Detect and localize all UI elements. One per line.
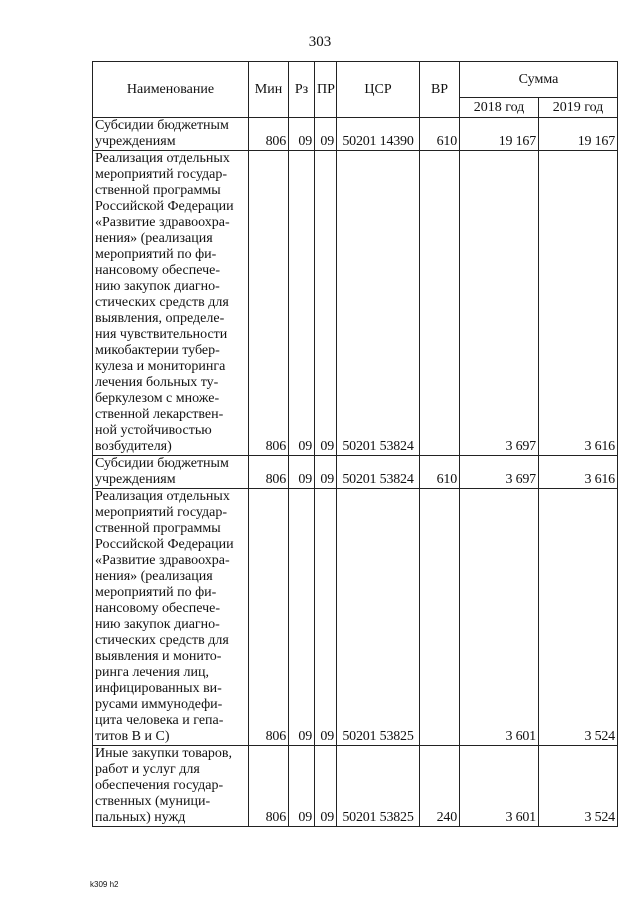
row-sum-2019: 3 524 xyxy=(539,746,618,827)
row-sum-2019: 3 616 xyxy=(539,151,618,456)
row-min: 806 xyxy=(249,489,289,746)
row-min: 806 xyxy=(249,151,289,456)
row-vr xyxy=(420,489,460,746)
row-vr xyxy=(420,151,460,456)
header-sum: Сумма xyxy=(460,62,618,98)
header-vr: ВР xyxy=(420,62,460,118)
row-vr: 610 xyxy=(420,456,460,489)
row-pr: 09 xyxy=(315,118,337,151)
row-rz: 09 xyxy=(289,489,315,746)
row-pr: 09 xyxy=(315,746,337,827)
row-sum-2019: 3 524 xyxy=(539,489,618,746)
table-row xyxy=(93,489,618,746)
table-row xyxy=(93,746,618,827)
row-min: 806 xyxy=(249,118,289,151)
row-name: Реализация отдельных мероприятий государ- ственной программы Российской Федерации «Развитие здравоохра- нения» (реализация мероприятий по фи- нансовому обеспече- нию закупок диагно- стических средств для выявления, определе- ния чувствительности микобактерии тубер- кулеза и мониторинга лечения больных ту- беркулезом с множе- ственной лекарствен- ной устойчивостью возбудителя) xyxy=(93,151,249,456)
row-sum-2019: 3 616 xyxy=(539,456,618,489)
row-name: Субсидии бюджетным учреждениям xyxy=(93,118,249,151)
row-name: Реализация отдельных мероприятий государ- ственной программы Российской Федерации «Развитие здравоохра- нения» (реализация мероприятий по фи- нансовому обеспече- нию закупок диагно- стических средств для выявления и монито- ринга лечения лиц, инфицированных ви- русами иммунодефи- цита человека и гепа- титов В и С) xyxy=(93,489,249,746)
row-csr: 50201 53825 xyxy=(337,746,420,827)
row-csr: 50201 53824 xyxy=(337,456,420,489)
row-rz: 09 xyxy=(289,151,315,456)
table-row xyxy=(93,118,618,151)
row-vr: 240 xyxy=(420,746,460,827)
row-pr: 09 xyxy=(315,489,337,746)
table-row xyxy=(93,151,618,456)
page-number: 303 xyxy=(308,34,332,50)
row-sum-2018: 3 601 xyxy=(460,489,539,746)
row-name: Иные закупки товаров, работ и услуг для обеспечения государ- ственных (муници- пальных) нужд xyxy=(93,746,249,827)
table-row xyxy=(93,456,618,489)
row-sum-2018: 3 697 xyxy=(460,456,539,489)
row-min: 806 xyxy=(249,746,289,827)
header-year-2018: 2018 год xyxy=(460,98,539,118)
row-csr: 50201 53825 xyxy=(337,489,420,746)
header-name: Наименование xyxy=(93,62,249,118)
header-min: Мин xyxy=(249,62,289,118)
row-sum-2019: 19 167 xyxy=(539,118,618,151)
header-pr: ПР xyxy=(315,62,337,118)
row-pr: 09 xyxy=(315,151,337,456)
header-year-2019: 2019 год xyxy=(539,98,618,118)
row-sum-2018: 3 601 xyxy=(460,746,539,827)
header-rz: Рз xyxy=(289,62,315,118)
row-rz: 09 xyxy=(289,746,315,827)
row-sum-2018: 3 697 xyxy=(460,151,539,456)
row-name: Субсидии бюджетным учреждениям xyxy=(93,456,249,489)
budget-table xyxy=(92,61,618,827)
row-csr: 50201 53824 xyxy=(337,151,420,456)
row-pr: 09 xyxy=(315,456,337,489)
row-vr: 610 xyxy=(420,118,460,151)
row-min: 806 xyxy=(249,456,289,489)
row-csr: 50201 14390 xyxy=(337,118,420,151)
header-csr: ЦСР xyxy=(337,62,420,118)
document-code: k309 h2 xyxy=(90,880,119,889)
row-sum-2018: 19 167 xyxy=(460,118,539,151)
row-rz: 09 xyxy=(289,456,315,489)
row-rz: 09 xyxy=(289,118,315,151)
